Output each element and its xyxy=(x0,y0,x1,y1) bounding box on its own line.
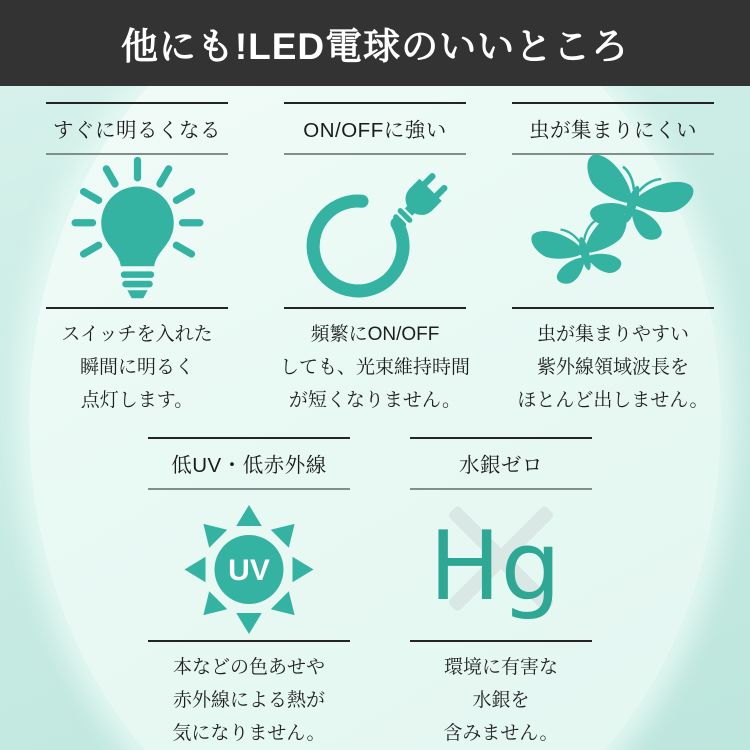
feature-zero-mercury xyxy=(392,437,610,750)
feature-title: すぐに明るくなる xyxy=(53,119,221,142)
power-plug-icon xyxy=(303,159,448,304)
description-line: ほとんど出しません。 xyxy=(517,390,709,411)
feature-instant-brightness xyxy=(23,102,251,417)
title-block xyxy=(148,437,350,490)
description-overline xyxy=(512,307,714,309)
feature-description xyxy=(61,318,212,417)
uv-label: UV xyxy=(228,554,270,587)
description-line: スイッチを入れた xyxy=(61,324,213,345)
page-title: 他にも!LED電球のいいところ xyxy=(120,26,630,67)
title-block xyxy=(46,102,228,155)
feature-title: 水銀ゼロ xyxy=(459,454,543,477)
feature-insect-repellent xyxy=(499,102,727,417)
butterflies-icon xyxy=(538,156,688,306)
title-block xyxy=(284,102,466,155)
lightbulb-icon xyxy=(65,159,210,304)
description-overline xyxy=(410,640,592,642)
no-mercury-icon xyxy=(416,491,586,639)
description-overline xyxy=(284,307,466,309)
feature-onoff-durable xyxy=(261,102,489,417)
feature-title: 虫が集まりにくい xyxy=(529,119,697,142)
description-line: 本などの色あせや xyxy=(172,657,325,678)
description-line: 紫外線領域波長を xyxy=(536,357,689,378)
description-line: が短くなりません。 xyxy=(288,390,462,411)
description-line: 虫が集まりやすい xyxy=(536,324,689,345)
feature-title: 低UV・低赤外線 xyxy=(171,454,327,477)
mercury-symbol: Hg xyxy=(429,511,562,622)
feature-low-uv xyxy=(140,437,358,750)
description-line: 環境に有害な xyxy=(443,657,558,678)
description-line: 頻繁にON/OFF xyxy=(310,324,440,345)
title-block xyxy=(410,437,592,490)
description-overline xyxy=(148,640,350,642)
description-line: 水銀を xyxy=(472,690,530,711)
feature-description xyxy=(280,318,470,417)
bulb-shape xyxy=(101,186,174,298)
feature-title: ON/OFFに強い xyxy=(303,119,447,142)
feature-row-bottom xyxy=(0,437,750,750)
uv-sun-icon xyxy=(174,490,324,640)
feature-description xyxy=(172,651,325,750)
description-overline xyxy=(46,307,228,309)
header-bar xyxy=(0,0,750,86)
description-line: 点灯します。 xyxy=(80,390,194,411)
title-block xyxy=(512,102,714,155)
feature-row-top xyxy=(0,102,750,417)
feature-description xyxy=(517,318,708,417)
cord-loop xyxy=(313,201,403,291)
description-line: 含みません。 xyxy=(443,723,559,744)
description-line: 瞬間に明るく xyxy=(79,357,194,378)
feature-description xyxy=(443,651,558,750)
description-line: しても、光束維持時間 xyxy=(279,357,470,378)
description-line: 赤外線による熱が xyxy=(172,690,325,711)
description-line: 気になりません。 xyxy=(172,723,326,744)
